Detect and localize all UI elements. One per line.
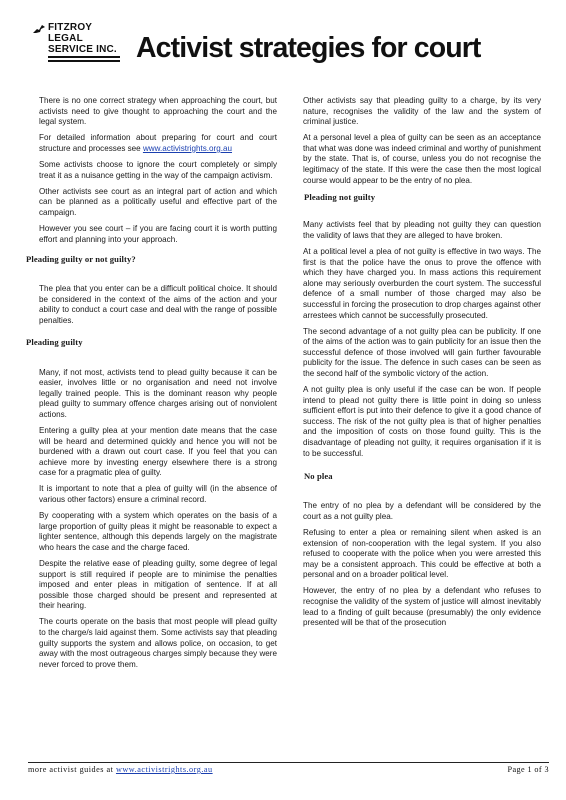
activistrights-link[interactable]: www.activistrights.org.au [142,143,233,153]
paragraph: By cooperating with a system which operates on the basis of a large proportion of guilty pleas it might be reasonable to expect a lighter sentence, although this depends largely on the magistrate who hears the case and the charge faced. [39,511,277,552]
right-column [303,96,541,634]
paragraph: Other activists see court as an integral part of action and which can be planned as a politically useful and effective part of the campaign. [39,186,277,217]
paragraph: The plea that you enter can be a difficult political choice. It should be considered in the context of the aims of the action and your ability to conduct a court case and deal with the range of possible penalties. [39,284,277,325]
paragraph: The second advantage of a not guilty plea can be publicity. If one of the aims of the action was to gain publicity for an issue then the successful defence of those involved will gain further favourable publicity for the issue. The defence in such cases can be seen as the second half of the symbolic victory of the action. [303,326,541,378]
page-number: Page 1 of 3 [507,765,549,774]
logo-rule-bottom [48,60,120,62]
paragraph: However, the entry of no plea by a defendant who refuses to recognise the validity of the system of justice will almost inevitably lead to a finding of guilt because (presumably) the only evidence presented will be that of the prosecution [303,586,541,628]
footer-guides [28,765,213,774]
paragraph: At a political level a plea of not guilty is effective in two ways. The first is that the police have the onus to prove the offence with which they have charged you. In mass actions this requirement alone may seriously overburden the court system. The successful defence of a small number of those charged may also be successful in forcing the prosecution to drop charges against other arrestees which cannot be successfully prosecuted. [303,246,542,320]
paragraph: Entering a guilty plea at your mention date means that the case will be heard and determined quickly and hence you will not be burdened with a drawn out court case. If you feel that you can achieve more by investing energy elsewhere there is a strong case for a pragmatic plea of guilty. [39,425,277,478]
logo-line-1: FITZROY [48,22,93,33]
paragraph: The courts operate on the basis that most people will plead guilty to the charge/s laid against them. Some activists say that pleading guilty supports the system and allows police, on occasion, to get away with the most outrageous charges simply because they were never forced to prove them. [39,617,277,669]
logo-rule-top [48,56,120,58]
logo-line-2: LEGAL [48,33,83,44]
section-heading: No plea [304,471,333,482]
bird-icon [32,24,46,36]
paragraph: The entry of no plea by a defendant will be considered by the court as a not guilty plea. [303,501,541,521]
paragraph: Many, if not most, activists tend to plead guilty because it can be easier, involves little or no organisation and need not involve legally trained people. This is the dominant reason why people plead guilty to summary offence charges arising out of nonviolent actions. [39,367,277,419]
section-heading: Pleading guilty or not guilty? [26,254,136,265]
paragraph: However you see court – if you are facing court it is worth putting effort and planning into your approach. [39,223,277,244]
paragraph: Other activists say that pleading guilty to a charge, by its very nature, recognises the validity of the law and the system of criminal justice. [303,96,541,127]
paragraph-text: For detailed information about preparing for court and court structure and processes see [39,133,277,153]
logo [28,20,128,70]
page-footer [28,765,549,777]
page-header [28,20,548,74]
page-title: Activist strategies for court [136,32,481,64]
paragraph: Refusing to enter a plea or remaining silent when asked is an extension of non-cooperation with the legal system. If you also refused to cooperate with the police when you were arrested this may be a consistent approach. This could be effective at both a personal and on a broader political level. [303,527,541,580]
footer-link[interactable]: www.activistrights.org.au [115,765,213,774]
paragraph: Many activists feel that by pleading not guilty they can question the validity of laws that they are alleged to have broken. [303,220,541,240]
footer-rule [28,762,549,763]
section-heading: Pleading guilty [26,336,83,347]
paragraph [39,133,277,154]
paragraph: It is important to note that a plea of guilty will (in the absence of various other factors) ensure a criminal record. [39,484,277,505]
logo-line-3: SERVICE INC. [48,44,117,55]
logo-text [48,22,117,55]
footer-prefix: more activist guides at [28,765,116,774]
section-heading: Pleading not guilty [304,192,376,203]
paragraph: There is no one correct strategy when approaching the court, but activists need to give thought to approaching the court and the legal system. [39,96,277,127]
paragraph: Despite the relative ease of pleading guilty, some degree of legal support is still required if people are to minimise the penalties imposed and enter pleas in mitigation of sentence. If at all possible those charged should be present and represented at their hearing. [39,559,277,611]
paragraph: A not guilty plea is only useful if the case can be won. If people intend to plead not guilty there is little point in doing so unless sufficient effort is put into their defence to give it a good chance of success. The risk of the not guilty plea is that of higher penalties and the imposition of costs on those found guilty. This is the disadvantage of pleading not guilty, it requires organisation if it is to be successful. [303,385,541,458]
left-column [26,96,277,676]
paragraph: At a personal level a plea of guilty can be seen as an acceptance that what was done was indeed criminal and worthy of punishment by the state. That is, of course, unless you do not recognise the legitimacy of the state. If this were the case then the most logical course would appear to be the entry of no plea. [303,133,541,185]
paragraph: Some activists choose to ignore the court completely or simply treat it as a nuisance getting in the way of the campaign activism. [39,159,277,180]
